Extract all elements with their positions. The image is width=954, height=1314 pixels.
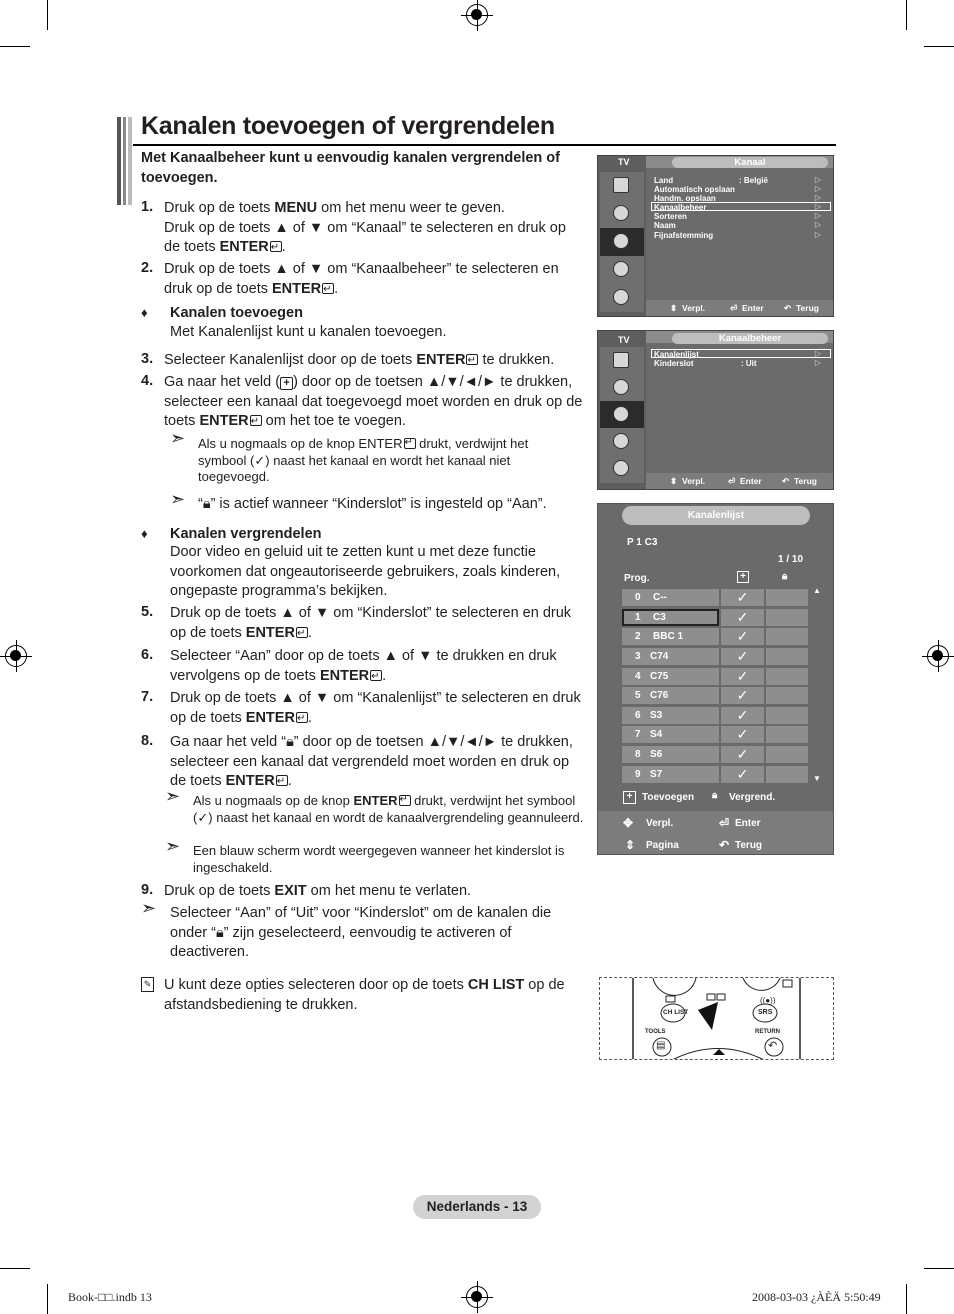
note-arrow-icon: ➣ <box>165 786 181 806</box>
check-icon: ✓ <box>197 809 209 825</box>
step-4-text: Ga naar het veld ( + ) door op de toetsen ▲/▼/◄/► te drukken, selecteer een kanaal dat toegevoegd moet worden en druk op de toets ENTER↵ om het toe te voegen. <box>164 373 586 432</box>
setup-icon <box>600 428 644 456</box>
step-number: 9. <box>141 882 154 898</box>
srs-button[interactable]: SRS <box>758 1009 773 1016</box>
lock-icon: 🔒︎ <box>215 924 224 941</box>
osd-menu-value: : België <box>739 176 768 185</box>
note-icon: ✎ <box>141 977 154 992</box>
return-button[interactable]: ↶ <box>768 1040 778 1052</box>
osd-header-title: Kanaalbeheer <box>672 333 828 344</box>
section-heading: Kanalen vergrendelen <box>170 526 322 542</box>
osd-menu-value: : Uit <box>741 359 757 368</box>
page-number-footer: Nederlands - 13 <box>413 1195 541 1219</box>
check-icon: ✓ <box>254 452 266 468</box>
crop-mark <box>906 1284 907 1314</box>
current-channel: P 1 C3 <box>627 537 658 548</box>
osd-menu-item: Kanaalbeheer <box>654 203 707 212</box>
osd-menu-item: Sorteren <box>654 212 687 221</box>
osd-footer <box>646 300 833 316</box>
note-arrow-icon: ➣ <box>141 898 157 918</box>
registration-mark-icon <box>466 4 488 26</box>
osd-footer-back: Terug <box>794 476 817 486</box>
section-text: Door video en geluid uit te zetten kunt u met deze functie voorkomen dat ongeautoriseerde gebruikers, zoals kinderen, ongepaste programma’s bekijken. <box>170 544 561 599</box>
osd-menu-item: Naam <box>654 221 676 230</box>
footer-enter: Enter <box>735 818 761 829</box>
arrow-right-icon: ▷ <box>814 220 821 229</box>
step-2-text: Druk op de toets ▲ of ▼ om “Kanaalbeheer” te selecteren en druk op de toets ENTER↵ . <box>164 260 584 299</box>
move-icon: ✥ <box>623 816 634 830</box>
check-icon: ✓ <box>721 668 764 685</box>
check-icon: ✓ <box>721 726 764 743</box>
osd-footer-enter: Enter <box>742 303 764 313</box>
osd-tv-label: TV <box>618 157 630 167</box>
note-arrow-icon: ➣ <box>170 428 186 448</box>
note-text: Een blauw scherm wordt weergegeven wanneer het kinderslot is ingeschakeld. <box>193 843 565 875</box>
print-slug-file: Book-□□.indb 13 <box>68 1290 152 1304</box>
sound-icon <box>600 200 644 228</box>
note-text: Als u nogmaals op de knop ENTER↵ drukt, verdwijnt het symbool (✓) naast het kanaal en wordt het kanaal niet toegevoegd. <box>198 436 578 486</box>
section-heading: Kanalen toevoegen <box>170 305 303 321</box>
registration-mark-icon <box>466 1286 488 1308</box>
setup-icon <box>600 256 644 284</box>
note-arrow-icon: ➣ <box>170 489 186 509</box>
check-icon: ✓ <box>721 648 764 665</box>
step-8-text: Ga naar het veld “🔒︎” door op de toetsen ▲/▼/◄/► te drukken, selecteer een kanaal dat vergrendeld moet worden en druk op de toets ENTER↵ . <box>170 733 588 792</box>
input-icon <box>600 455 644 483</box>
section-text: Met Kanalenlijst kunt u kanalen toevoegen. <box>170 324 447 340</box>
osd-menu-item: Land <box>654 176 674 185</box>
osd-header-title: Kanaal <box>672 157 828 168</box>
check-icon: ✓ <box>721 766 764 783</box>
page-indicator: 1 / 10 <box>778 554 804 565</box>
osd-footer <box>598 811 833 854</box>
tools-label: TOOLS <box>645 1029 666 1035</box>
step-6-text: Selecteer “Aan” door op de toets ▲ of ▼ te drukken en druk vervolgens op de toets ENTER↵ . <box>170 647 586 686</box>
crop-mark <box>47 0 48 30</box>
enter-icon <box>270 241 282 252</box>
scroll-up-icon[interactable]: ▲ <box>813 586 821 595</box>
add-icon: + <box>623 791 636 804</box>
channel-icon <box>600 228 644 256</box>
registration-mark-icon <box>927 645 949 667</box>
picture-icon <box>600 347 644 375</box>
footer-back: Terug <box>735 840 763 851</box>
enter-icon <box>370 670 382 681</box>
step-1-text: Druk op de toets MENU om het menu weer te geven. Druk op de toets ▲ of ▼ om “Kanaal” te selecteren en druk op de toets ENTER↵ . <box>164 199 584 258</box>
check-icon: ✓ <box>721 628 764 645</box>
arrow-right-icon: ▷ <box>814 202 821 211</box>
lock-icon: 🔒︎ <box>782 571 788 582</box>
osd-footer <box>646 473 833 489</box>
note-arrow-icon: ➣ <box>165 836 181 856</box>
title-rule <box>133 144 836 146</box>
step-5-text: Druk op de toets ▲ of ▼ om “Kinderslot” te selecteren en druk op de toets ENTER↵ . <box>170 604 586 643</box>
legend-lock: Vergrend. <box>729 792 776 803</box>
arrow-right-icon: ▷ <box>814 184 821 193</box>
tip-text: U kunt deze opties selecteren door op de toets CH LIST op de afstandsbediening te drukken. <box>164 977 565 1013</box>
enter-icon <box>276 775 288 786</box>
return-icon: ↶ <box>719 838 730 852</box>
enter-icon: ⏎ <box>730 303 738 313</box>
step-number: 5. <box>141 604 154 620</box>
remote-control-illustration <box>599 977 834 1060</box>
osd-menu-item: Automatisch opslaan <box>654 185 735 194</box>
lock-icon: 🔒︎ <box>712 790 718 801</box>
step-number: 1. <box>141 199 154 215</box>
step-7-text: Druk op de toets ▲ of ▼ om “Kanalenlijst” te selecteren en druk op de toets ENTER↵ . <box>170 689 586 728</box>
arrow-right-icon: ▷ <box>814 349 821 358</box>
step-number: 2. <box>141 260 154 276</box>
check-icon: ✓ <box>721 687 764 704</box>
enter-icon <box>399 795 411 806</box>
picture-icon <box>600 172 644 200</box>
osd-menu-item: Handm. opslaan <box>654 194 716 203</box>
step-number: 6. <box>141 647 154 663</box>
check-icon: ✓ <box>721 609 764 626</box>
osd-footer-back: Terug <box>796 303 819 313</box>
crop-mark <box>924 46 954 47</box>
registration-mark-icon <box>5 645 27 667</box>
enter-icon <box>404 438 416 449</box>
crop-mark <box>0 46 30 47</box>
tools-button[interactable]: ▤ <box>656 1040 666 1051</box>
arrow-right-icon: ▷ <box>814 175 821 184</box>
page-title: Kanalen toevoegen of vergrendelen <box>141 112 555 140</box>
column-prog: Prog. <box>624 573 650 584</box>
check-icon: ✓ <box>721 746 764 763</box>
check-icon: ✓ <box>721 707 764 724</box>
arrow-right-icon: ▷ <box>814 358 821 367</box>
crop-mark <box>924 1268 954 1269</box>
step-3-text: Selecteer Kanalenlijst door op de toets ENTER↵ te drukken. <box>164 351 584 371</box>
step-9-text: Druk op de toets EXIT om het menu te verlaten. <box>164 883 472 899</box>
enter-icon <box>296 712 308 723</box>
osd-menu-item: Fijnafstemming <box>654 231 714 240</box>
enter-icon <box>250 415 262 426</box>
crop-mark <box>47 1284 48 1314</box>
osd-kanalenlijst: Kanalenlijst P 1 C3 1 / 10 Prog. + 🔒︎ 0 C-- ✓ 1 C3 ✓ 2 BBC 1 ✓ 3 C74 ✓ 4 C75 ✓ 5 C76 ✓ 6 S3 ✓ 7 S4 ✓ 8 S6 ✓ 9 S7 ✓ ▲ ▼ + Toevoegen 🔒︎ Vergrend. ✥ Verpl. ⏎ Enter ⇕ Pagina ↶ Terug <box>597 503 834 855</box>
enter-icon <box>296 627 308 638</box>
lock-icon: 🔒︎ <box>286 734 294 750</box>
bullet-icon: ♦ <box>141 526 148 541</box>
osd-footer-enter: Enter <box>740 476 762 486</box>
move-icon: ⬍ <box>670 303 678 313</box>
return-icon: ↶ <box>782 476 790 486</box>
osd-menu-item: Kanalenlijst <box>654 350 699 359</box>
lock-icon: 🔒︎ <box>202 496 211 512</box>
arrow-right-icon: ▷ <box>814 211 821 220</box>
arrow-right-icon: ▷ <box>814 230 821 239</box>
add-icon: + <box>737 571 749 583</box>
osd-tv-label: TV <box>618 335 630 345</box>
footer-move: Verpl. <box>646 818 674 829</box>
footer-page: Pagina <box>646 840 679 851</box>
page-icon: ⇕ <box>625 838 636 852</box>
enter-icon: ⏎ <box>728 476 736 486</box>
enter-icon: ⏎ <box>719 816 730 830</box>
srs-icon: ((●)) <box>760 996 776 1005</box>
return-label: RETURN <box>755 1029 780 1035</box>
note-text: “🔒︎” is actief wanneer “Kinderslot” is ingesteld op “Aan”. <box>198 496 547 512</box>
add-icon: + <box>280 377 293 390</box>
note-text: Selecteer “Aan” of “Uit” voor “Kinderslot” om de kanalen die onder “🔒︎” zijn geselecteerd, eenvoudig te activeren of deactiveren. <box>170 905 552 960</box>
move-icon: ⬍ <box>670 476 678 486</box>
crop-mark <box>906 0 907 30</box>
crop-mark <box>0 1268 30 1269</box>
osd-kanaalbeheer-menu <box>597 330 834 490</box>
enter-icon <box>466 354 478 365</box>
note-text: Als u nogmaals op de knop ENTER↵ drukt, verdwijnt het symbool (✓) naast het kanaal en wordt de kanaalvergrendeling geannuleerd. <box>193 793 588 826</box>
step-number: 4. <box>141 373 154 389</box>
check-icon: ✓ <box>721 589 764 606</box>
osd-header-title: Kanalenlijst <box>622 506 810 525</box>
osd-menu-item: Kinderslot <box>654 359 694 368</box>
print-slug-date: 2008-03-03 ¿ÀÈÄ 5:50:49 <box>752 1290 881 1304</box>
step-number: 8. <box>141 733 154 749</box>
sound-icon <box>600 374 644 402</box>
osd-kanaal-menu <box>597 155 834 317</box>
step-number: 3. <box>141 351 154 367</box>
step-number: 7. <box>141 689 154 705</box>
legend-add: Toevoegen <box>642 792 695 803</box>
title-decoration <box>117 117 132 205</box>
intro-text: Met Kanaalbeheer kunt u eenvoudig kanalen vergrendelen of toevoegen. <box>141 150 560 186</box>
enter-icon <box>322 283 334 294</box>
channel-icon <box>600 401 644 429</box>
osd-footer-move: Verpl. <box>682 476 706 486</box>
osd-footer-move: Verpl. <box>682 303 706 313</box>
remote-drawing <box>600 978 834 1060</box>
scroll-down-icon[interactable]: ▼ <box>813 774 821 783</box>
return-icon: ↶ <box>784 303 792 313</box>
bullet-icon: ♦ <box>141 305 148 320</box>
arrow-right-icon: ▷ <box>814 193 821 202</box>
ch-list-button[interactable]: CH LIST <box>663 1009 689 1016</box>
input-icon <box>600 284 644 312</box>
